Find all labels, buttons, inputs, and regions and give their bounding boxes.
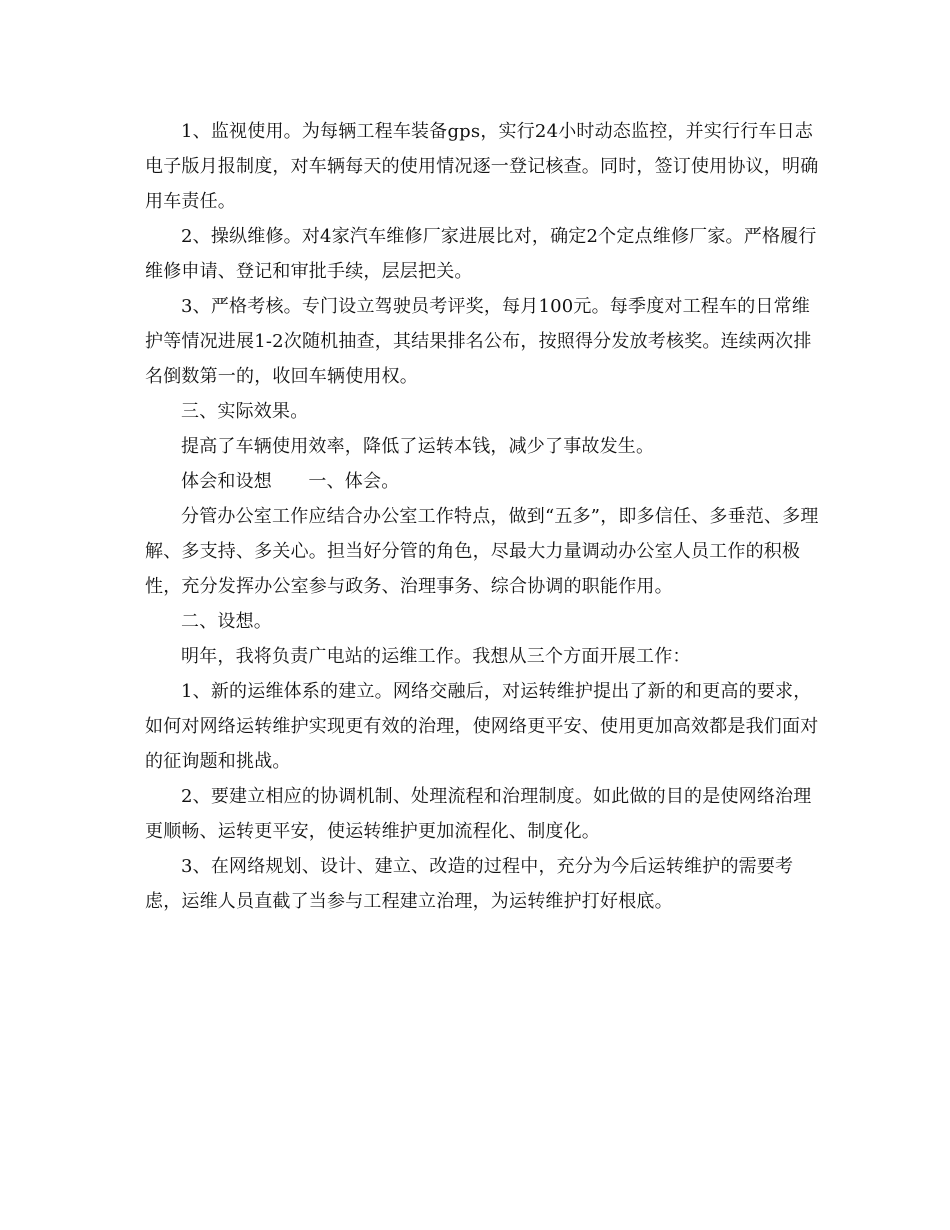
paragraph-plan-mechanism: 2、要建立相应的协调机制、处理流程和治理制度。如此做的目的是使网络治理更顺畅、运转更平安，使运转维护更加流程化、制度化。 xyxy=(145,786,812,842)
paragraph-assessment: 3、严格考核。专门设立驾驶员考评奖，每月100元。每季度对工程车的日常维护等情况进展1-2次随机抽查，其结果排名公布，按照得分发放考核奖。连续两次排名倒数第一的，收回车辆使用权。 xyxy=(145,296,812,387)
paragraph-monitoring: 1、监视使用。为每辆工程车装备gps，实行24小时动态监控，并实行行车日志电子版月报制度，对车辆每天的使用情况逐一登记核查。同时，签订使用协议，明确用车责任。 xyxy=(145,121,819,212)
paragraph-plans-intro: 明年，我将负责广电站的运维工作。我想从三个方面开展工作： xyxy=(181,646,691,667)
document-body xyxy=(145,114,825,919)
section-heading-experience: 体会和设想 一、体会。 xyxy=(181,471,400,492)
paragraph-experience: 分管办公室工作应结合办公室工作特点，做到“五多”，即多信任、多垂范、多理解、多支持、多关心。担当好分管的角色，尽最大力量调动办公室人员工作的积极性，充分发挥办公室参与政务、治理事务、综合协调的职能作用。 xyxy=(145,506,819,597)
section-heading-plans: 二、设想。 xyxy=(181,611,272,632)
paragraph-results: 提高了车辆使用效率，降低了运转本钱，减少了事故发生。 xyxy=(181,436,655,457)
section-heading-results: 三、实际效果。 xyxy=(181,401,309,422)
paragraph-maintenance: 2、操纵维修。对4家汽车维修厂家进展比对，确定2个定点维修厂家。严格履行维修申请、登记和审批手续，层层把关。 xyxy=(145,226,817,282)
paragraph-plan-construction: 3、在网络规划、设计、建立、改造的过程中，充分为今后运转维护的需要考虑，运维人员直截了当参与工程建立治理，为运转维护打好根底。 xyxy=(145,856,794,912)
paragraph-plan-system: 1、新的运维体系的建立。网络交融后，对运转维护提出了新的和更高的要求，如何对网络运转维护实现更有效的治理，使网络更平安、使用更加高效都是我们面对的征询题和挑战。 xyxy=(145,681,819,772)
